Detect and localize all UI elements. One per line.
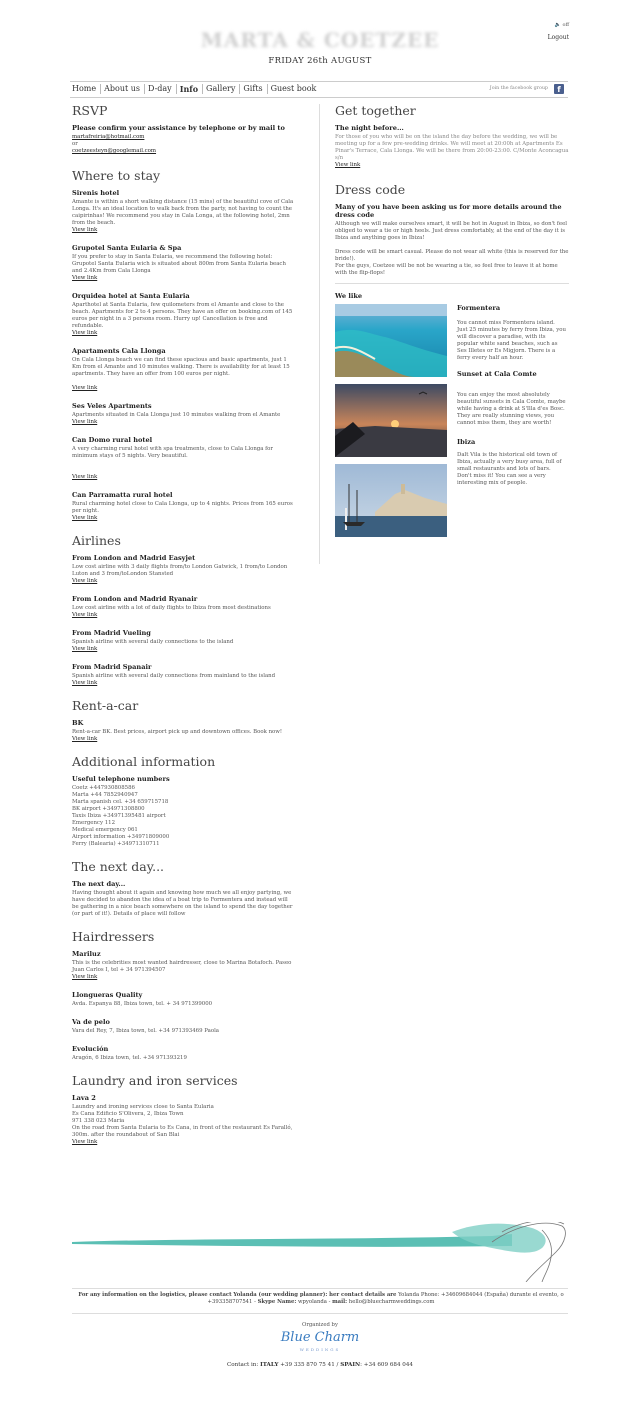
laundry-line: Es Cana Edificio S'Olivera, 2, Ibiza Town <box>72 1111 184 1117</box>
stay-item-link[interactable]: View link <box>72 227 98 233</box>
stay-item <box>72 347 294 392</box>
phone-line: Medical emergency 061 <box>72 827 138 833</box>
dresscode-subtitle: Many of you have been asking us for more details around the dress code <box>335 203 562 219</box>
welike-item-name: Formentera <box>457 304 501 312</box>
stay-item-name: Grupotel Santa Eularia & Spa <box>72 244 182 252</box>
stay-item-link[interactable]: View link <box>72 474 98 480</box>
bluecharm-logo-sub: WEDDINGS <box>299 1347 341 1352</box>
footer-skype: wpyolanda - <box>296 1299 333 1305</box>
rsvp-title: RSVP <box>72 103 108 118</box>
nav-home[interactable]: Home <box>70 84 101 94</box>
airline-item-link[interactable]: View link <box>72 646 98 652</box>
sound-toggle-label: off <box>562 22 569 28</box>
hairdresser-name: Va de pelo <box>72 1018 110 1026</box>
nav-about-us[interactable]: About us <box>101 84 145 94</box>
laundry-title: Laundry and iron services <box>72 1073 238 1088</box>
organizer-contact <box>0 1362 640 1368</box>
welike-item <box>457 438 567 487</box>
phone-line: Coetz +447930808586 <box>72 785 135 791</box>
stay-item-text: Amante is within a short walking distance (15 mins) of the beautiful cove of Cala Longa. It's an ideal location to walk back from the party, not having to count the caipirinhas! We recommend you stay in Cala Longa, at the following hotel, 2mn from the beach. <box>72 199 294 226</box>
airline-item <box>72 629 294 653</box>
stay-item-text: If you prefer to stay in Santa Eularia, we recommend the following hotel: Grupotel Santa Eularia wich is situated about 800m from Santa Eularia beach and 2.4Km from Cala Llonga <box>72 254 286 274</box>
stay-item-name: Ses Veles Apartments <box>72 402 152 410</box>
rsvp-or: or <box>72 141 78 147</box>
bluecharm-logo[interactable]: Blue Charm <box>280 1330 360 1345</box>
hairdresser-name: Mariluz <box>72 950 101 958</box>
welike-item-text: You cannot miss Formentera island. Just 25 minutes by ferry from Ibiza, you will discover a paradise, with its popular white sand beaches, such as Ses Illetes or Es Migjorn. There is a ferry every half an hour. <box>457 320 566 361</box>
nextday-subtitle: The next day... <box>72 880 126 888</box>
stay-item-name: Can Domo rural hotel <box>72 436 153 444</box>
airline-item <box>72 595 294 619</box>
footer-divider <box>72 1288 568 1289</box>
speaker-icon: 🔈 <box>554 22 561 28</box>
stay-item-text: Rural charming hotel close to Cala Llonga, up to 4 nights. Prices from 165 euros per night. <box>72 501 293 514</box>
stay-item-text: Aparthotel at Santa Eularia, few quilometers from el Amante and close to the beach. Apartments for 2 to 4 persons. They have an offer on booking.com of 145 euros per night in a 3 persons room. Hurry up! Cancellation is free and refundable. <box>72 302 293 329</box>
organized-by: Organized by <box>302 1322 338 1328</box>
footer-divider <box>72 1313 568 1314</box>
hairdresser-text: Vara del Rey, 7, Ibiza town, tel. +34 971393469 Paola <box>72 1028 220 1034</box>
nav-gifts[interactable]: Gifts <box>240 84 267 94</box>
footer-info-intro: For any information on the logistics, please contact Yolanda (our wedding planner): her contact details are <box>78 1292 397 1298</box>
phone-line: Marta +44 7852940947 <box>72 792 138 798</box>
phone-list <box>72 785 294 848</box>
nav-gallery[interactable]: Gallery <box>203 84 240 94</box>
airline-item-name: From London and Madrid Easyjet <box>72 554 196 562</box>
stay-item-name: Can Parramatta rural hotel <box>72 491 173 499</box>
hairdresser-item <box>72 1018 294 1035</box>
airline-item-link[interactable]: View link <box>72 680 98 686</box>
footer-mail[interactable]: hello@bluecharmweddings.com <box>347 1299 435 1305</box>
welike-item-text: You can enjoy the most absolutely beautiful sunsets in Cala Comte, maybe while having a drink at S'Illa d'es Bosc. They are really stunning views, you cannot miss them, they are worth! <box>457 392 566 426</box>
rentacar-name: BK <box>72 719 84 727</box>
dresscode-p1: Although we will make ourselves smart, it will be hot in August in Ibiza, so don't feel obliged to wear a tie or high heels. Just dress comfortably, at the end of the day it is Ibiza and anything goes in Ibiza! <box>335 221 568 241</box>
stay-item-link[interactable]: View link <box>72 330 98 336</box>
airline-item <box>72 663 294 687</box>
welike-item <box>457 304 567 362</box>
nextday-text: Having thought about it again and knowing how much we all enjoy partying, we have decided to abandon the idea of a boat trip to Formentera and instead will be gathering in a nice beach somewhere on the island to spend the day together (or part of it!). Details of place will follow <box>72 890 293 917</box>
dresscode-p2: Dress code will be smart casual. Please do not wear all white (this is reserved for the bride!). <box>335 249 569 262</box>
nav-guest-book[interactable]: Guest book <box>270 84 317 93</box>
stay-title: Where to stay <box>72 168 161 183</box>
laundry-line: 971 338 023 Maria <box>72 1118 125 1124</box>
hairdressers-title: Hairdressers <box>72 929 155 944</box>
rsvp-email-marta[interactable]: martafreiria@hotmail.com <box>72 134 145 140</box>
contact-italy: +39 335 870 75 41 / <box>278 1362 341 1368</box>
stay-item <box>72 491 294 522</box>
hairdresser-text: This is the celebrities most wanted hairdresser, close to Marina Botafoch. Paseo Juan Carlos I, tel + 34 971394507 <box>72 960 292 973</box>
stay-item-name: Sirenis hotel <box>72 189 120 197</box>
logout-link[interactable]: Logout <box>547 34 569 41</box>
phone-line: Airport information +34971809000 <box>72 834 170 840</box>
airline-item-name: From Madrid Vueling <box>72 629 151 637</box>
facebook-group-link[interactable]: Join the facebook group <box>489 86 548 91</box>
additional-title: Additional information <box>72 754 216 769</box>
contact-italy-label: ITALY <box>260 1362 279 1368</box>
together-title: Get together <box>335 103 416 118</box>
airline-item-name: From London and Madrid Ryanair <box>72 595 198 603</box>
contact-spain: : +34 609 684 044 <box>360 1362 413 1368</box>
stay-item-name: Orquidea hotel at Santa Eularia <box>72 292 190 300</box>
hairdresser-item <box>72 991 294 1008</box>
nav-d-day[interactable]: D-day <box>145 84 177 94</box>
laundry-link[interactable]: View link <box>72 1139 98 1145</box>
rentacar-text: Rent-a-car BK. Best prices, airport pick up and downtown offices. Book now! <box>72 729 283 735</box>
airline-item-text: Spanish airline with several daily connections to the island <box>72 639 234 645</box>
phone-line: Taxis Ibiza +34971395481 airport <box>72 813 166 819</box>
contact-spain-label: SPAIN <box>340 1362 361 1368</box>
footer-skype-label: Skype Name: <box>257 1299 297 1305</box>
rsvp-subtitle: Please confirm your assistance by telephone or by mail to <box>72 124 285 132</box>
footer-contact-info <box>78 1292 564 1306</box>
stay-item-link[interactable]: View link <box>72 419 98 425</box>
right-column <box>335 104 569 544</box>
rsvp-email-coetzee[interactable]: coetzeesteyn@googlemail.com <box>72 148 157 154</box>
stay-item <box>72 292 294 337</box>
airline-item-text: Low cost airline with 3 daily flights from/to London Gatwick, 1 from/to London Luton and 3 from/toLondon Stansted <box>72 564 288 577</box>
hairdresser-item <box>72 1045 294 1062</box>
airline-item <box>72 554 294 585</box>
rentacar-title: Rent-a-car <box>72 698 139 713</box>
nextday-title: The next day... <box>72 859 165 874</box>
airline-item-link[interactable]: View link <box>72 578 98 584</box>
stay-item-link[interactable]: View link <box>72 385 98 391</box>
formentera-photo <box>335 304 447 377</box>
stay-item <box>72 244 294 282</box>
phone-line: BK airport +34971308800 <box>72 806 145 812</box>
sunset-photo <box>335 384 447 457</box>
phone-line: Emergency 112 <box>72 820 115 826</box>
stay-item-link[interactable]: View link <box>72 275 98 281</box>
welike-item-text: Dalt Vila is the historical old town of Ibiza, actually a very busy area, full of small restaurants and lots of bars. Don't miss it! You can see a very interesting mix of people. <box>457 452 562 486</box>
phone-line: Marta spanish cel. +34 659715718 <box>72 799 169 805</box>
stay-item-text: On Cala Llonga beach we can find these spacious and basic apartments, just 1 Km from el Amante and 10 minutes walking. There is availability for at least 15 apartments. They have an offer from 100 euros per night. <box>72 357 290 377</box>
rentacar-link[interactable]: View link <box>72 736 98 742</box>
stay-item-link[interactable]: View link <box>72 515 98 521</box>
welike-item-name: Sunset at Cala Comte <box>457 370 537 378</box>
ibiza-photo <box>335 464 447 537</box>
together-subtitle: The night before... <box>335 124 404 132</box>
hairdresser-text: Avda. Espanya 88, Ibiza town, tel. + 34 971399000 <box>72 1001 213 1007</box>
wedding-date: FRIDAY 26th AUGUST <box>268 56 372 66</box>
stay-item <box>72 436 294 481</box>
airline-item-text: Low cost airline with a lot of daily flights to Ibiza from most destinations <box>72 605 271 611</box>
contact-label: Contact in: <box>227 1362 261 1368</box>
stay-item <box>72 402 294 426</box>
hairdresser-name: Evolución <box>72 1045 109 1053</box>
dresscode-p3: For the guys, Coetzee will be not be wearing a tie, so feel free to leave it at home with the flip-flops! <box>335 263 558 276</box>
main-nav <box>70 81 568 98</box>
hairdresser-text: Aragón, 6 Ibiza town, tel. +34 971393219 <box>72 1055 187 1061</box>
nav-info[interactable]: Info <box>177 84 203 94</box>
airline-item-text: Spanish airline with several daily connections from mainland to the island <box>72 673 276 679</box>
airline-item-link[interactable]: View link <box>72 612 98 618</box>
laundry-line: On the road from Santa Eularia to Es Cana, in front of the restaurant Es Faralló, 300m. after the roundabout of San Blai <box>72 1125 293 1138</box>
footer-info-phone: Yolanda Phone: +34609684044 (España) durante el evento, o +393358707541 - <box>207 1292 564 1305</box>
decorative-feet-illustration <box>72 1222 568 1282</box>
together-link[interactable]: View link <box>335 162 361 168</box>
hairdresser-name: Llongueras Quality <box>72 991 143 999</box>
stay-item-text: A very charming rural hotel with spa treatments, close to Cala Llonga for minimum stays of 5 nights. Very beautiful. <box>72 446 273 459</box>
stay-item-text: Apartments situated in Cala Llonga just 10 minutes walking from el Amante <box>72 412 281 418</box>
facebook-icon[interactable]: f <box>554 84 564 94</box>
welike-item-name: Ibiza <box>457 438 476 446</box>
together-text: For those of you who will be on the island the day before the wedding, we will be meeting up for a few pre-wedding drinks. We will meet at 20:00h at Apartments Es Pinar's Terrace, Cala Llonga. We will be there from 20:00-23:00. C/Monte Aconcagua s/n <box>335 134 569 161</box>
laundry-name: Lava 2 <box>72 1094 96 1102</box>
airlines-title: Airlines <box>72 533 121 548</box>
site-logo: MARTA & COETZEE <box>200 28 440 52</box>
dresscode-title: Dress code <box>335 182 406 197</box>
welike-section <box>335 304 569 544</box>
welike-item <box>457 370 567 427</box>
additional-subtitle: Useful telephone numbers <box>72 775 170 783</box>
left-column <box>72 104 294 1146</box>
sound-toggle[interactable] <box>555 22 569 28</box>
stay-item <box>72 189 294 234</box>
hairdresser-link[interactable]: View link <box>72 974 98 980</box>
hairdresser-item <box>72 950 294 981</box>
phone-line: Ferry (Balearia) +34971310711 <box>72 841 160 847</box>
airline-item-name: From Madrid Spanair <box>72 663 152 671</box>
footer-mail-label: mail: <box>332 1299 348 1305</box>
welike-title: We like <box>335 292 363 300</box>
laundry-line: Laundry and ironing services close to Santa Eularia <box>72 1104 214 1110</box>
stay-item-name: Apartaments Cala Llonga <box>72 347 166 355</box>
column-divider <box>319 104 320 564</box>
